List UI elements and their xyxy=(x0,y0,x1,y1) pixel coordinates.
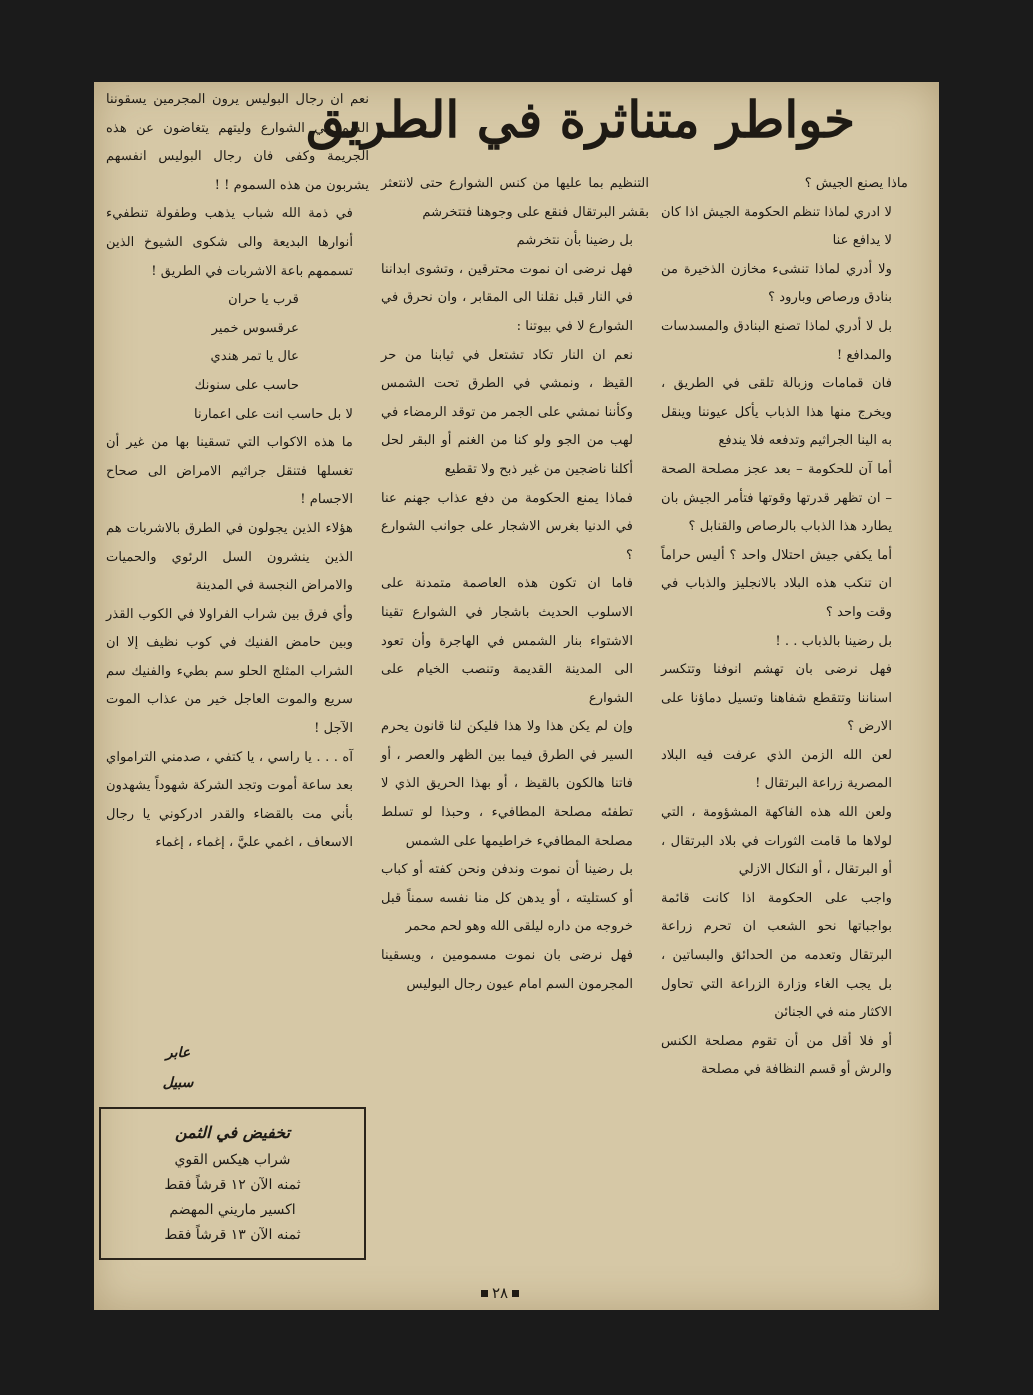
ad-price-2: ثمنه الآن ١٣ قرشاً فقط xyxy=(164,1227,301,1243)
paragraph: أما آن للحكومة – بعد عجز مصلحة الصحة – ان تظهر قدرتها وقوتها فتأمر الجيش بان يطارد هذا الذباب بالرصاص والقنابل ؟ xyxy=(661,461,892,535)
paragraph: بل رضينا بالذباب . . ! xyxy=(775,633,892,649)
ad-product-1: شراب هيكس القوي xyxy=(174,1152,291,1168)
paragraph: عرقسوس خمير xyxy=(211,320,299,336)
paragraph: أو فلا أقل من أن تقوم مصلحة الكنس والرش أو قسم النظافة في مصلحة xyxy=(661,1033,892,1078)
paragraph: حاسب على سنونك xyxy=(194,377,299,393)
paragraph: فان قمامات وزبالة تلقى في الطريق ، ويخرج منها هذا الذباب يأكل عيوننا وينقل به الينا الجراثيم وتدفعه فلا يندفع xyxy=(661,376,892,449)
paragraph: ماذا يصنع الجيش ؟ xyxy=(804,176,908,191)
paragraph: فاما ان تكون هذه العاصمة متمدنة على الاسلوب الحديث باشجار في الشوارع تقينا الاشتواء بنار الشمس في الهاجرة وأن تعود الى المدينة القديمة وتنصب الخيام على الشوارع xyxy=(381,576,633,706)
paragraph: فماذا يمنع الحكومة من دفع عذاب جهنم عنا في الدنيا بغرس الاشجار على جوانب الشوارع ؟ xyxy=(381,490,633,563)
paragraph: فهل نرضى ان نموت محترقين ، وتشوى ابداننا في النار قبل نقلنا الى المقابر ، وان نحرق في الشوارع لا في بيوتنا : xyxy=(381,261,633,334)
paragraph: بل لا أدري لماذا تصنع البنادق والمسدسات والمدافع ! xyxy=(661,318,892,363)
author-signature: عابر سبيل xyxy=(162,1045,194,1091)
paragraph: بل رضينا أن نموت وندفن ونحن كفته أو كباب أو كستليته ، أو يدهن كل منا نفسه سمناً قبل خروجه من داره ليلقى الله وهو لحم محمر xyxy=(381,862,633,935)
paragraph: فهل نرضى بان نموت مسمومين ، ويسقينا المجرمون السم امام عيون رجال البوليس xyxy=(381,948,633,992)
paragraph: نعم ان رجال البوليس يرون المجرمين يسقوننا السم في الشوارع وليتهم يتغاضون عن هذه الجريمة وكفى فان رجال البوليس انفسهم يشربون من هذه السموم ! ! xyxy=(106,92,369,193)
article-column-middle xyxy=(381,170,649,1268)
ad-title: تخفيض في الثمن xyxy=(174,1123,290,1142)
paragraph: وأي فرق بين شراب الفراولا في الكوب القذر وبين حامض الفنيك في كوب نظيف إلا ان الشراب المثلج الحلو سم بطيء والفنيك سم سريع والموت العاجل خير من عذاب الموت الآجل ! xyxy=(106,606,353,737)
paragraph: التنظيم بما عليها من كنس الشوارع حتى لانتعثر بقشر البرتقال فنقع على وجوهنا فتتخرشم xyxy=(381,176,649,220)
paragraph: ولا أدري لماذا تنشىء مخازن الذخيرة من بنادق ورصاص وبارود ؟ xyxy=(661,261,892,306)
paragraph: نعم ان النار تكاد تشتعل في ثيابنا من حر القيظ ، ونمشي في الطرق تحت الشمس وكأننا نمشي على الجمر من توقد الرمضاء في لهب من الجو ولو كنا من الغنم أو البقر لحل أكلنا ناضجين من غير ذبح ولا تقطيع xyxy=(381,347,633,477)
advertisement-box xyxy=(99,1107,366,1260)
article-column-left xyxy=(106,86,369,851)
page-number-text: ٢٨ xyxy=(491,1284,509,1302)
paragraph: فهل نرضى بان تهشم انوفنا وتتكسر اسناننا وتتقطع شفاهنا وتسيل دماؤنا على الارض ؟ xyxy=(661,662,892,735)
paragraph: عال يا تمر هندي xyxy=(210,349,299,365)
paragraph: أما يكفي جيش احتلال واحد ؟ أليس حراماً ان تنكب هذه البلاد بالانجليز والذباب في وقت واحد ؟ xyxy=(661,547,892,620)
paragraph: ما هذه الاكواب التي تسقينا بها من غير أن تغسلها فتنقل جراثيم الامراض الى صحاح الاجسام ! xyxy=(106,435,353,508)
paragraph: واجب على الحكومة اذا كانت قائمة بواجباتها نحو الشعب ان تحرم زراعة البرتقال وتعدمه من الحدائق والبساتين ، بل يجب الغاء وزارة الزراعة التي تحاول الاكثار منه في الجنائن xyxy=(661,890,892,1021)
paragraph: في ذمة الله شباب يذهب وطفولة تنطفيء أنوارها البديعة والى شكوى الشيوخ الذين تسممهم باعة الاشربات في الطريق ! xyxy=(106,206,353,279)
paragraph: آه . . . يا راسي ، يا كتفي ، صدمني الترامواي بعد ساعة أموت وتجد الشركة شهوداً يشهدون بأني مت بالقضاء والقدر ادركوني يا رجال الاسعاف ، اغمي عليَّ ، إغماء ، إغماء xyxy=(106,749,353,851)
article-headline: خواطر متناثرة في الطريق xyxy=(305,90,855,149)
paragraph: ولعن الله هذه الفاكهة المشؤومة ، التي لولاها ما قامت الثورات في بلاد البرتقال ، أو البرتقال ، أو النكال الازلي xyxy=(661,805,892,878)
article-column-right xyxy=(661,170,908,1268)
square-ornament-icon xyxy=(512,1290,519,1297)
paragraph: بل رضينا بأن نتخرشم xyxy=(516,233,633,249)
ad-product-2: اكسير ماريني المهضم xyxy=(169,1202,296,1218)
paragraph: لا بل حاسب انت على اعمارنا xyxy=(193,406,353,422)
paragraph: هؤلاء الذين يجولون في الطرق بالاشربات هم الذين ينشرون السل الرئوي والحميات والامراض النجسة في المدينة xyxy=(106,520,353,594)
square-ornament-icon xyxy=(481,1290,488,1297)
paragraph: وإن لم يكن هذا ولا هذا فليكن لنا قانون يحرم السير في الطرق فيما بين الظهر والعصر ، أو فاتنا هالكون بالقيظ ، أو بهذا الحريق الذي لا تطفئه مصلحة المطافيء ، وحبذا لو تسلط مصلحة المطافيء خراطيمها على الشمس xyxy=(381,719,633,849)
paragraph: قرب يا حران xyxy=(228,292,299,308)
ad-price-1: ثمنه الآن ١٢ قرشاً فقط xyxy=(164,1177,301,1193)
page-number xyxy=(465,1282,535,1304)
paragraph: لعن الله الزمن الذي عرفت فيه البلاد المصرية زراعة البرتقال ! xyxy=(661,747,892,792)
paragraph: لا ادري لماذا تنظم الحكومة الجيش اذا كان لا يدافع عنا xyxy=(661,204,892,249)
